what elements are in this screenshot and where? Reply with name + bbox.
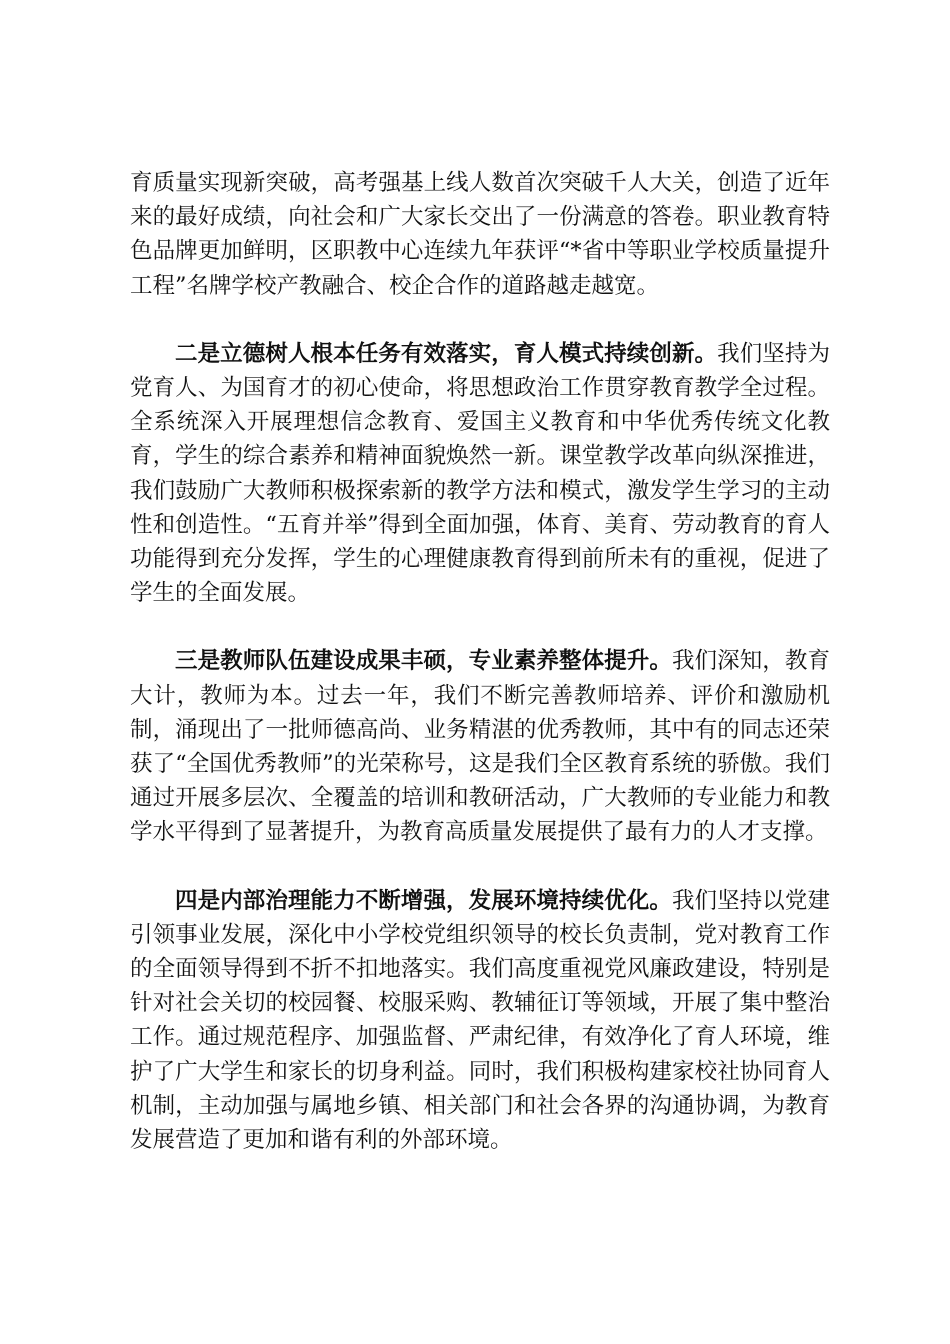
paragraph-4-text: 我们坚持以党建引领事业发展，深化中小学校党组织领导的校长负责制，党对教育工作的全面领导得到不折不扣地落实。我们高度重视党风廉政建设，特别是针对社会关切的校园餐、校服采购、教辅征订等领域，开展了集中整治工作。通过规范程序、加强监督、严肃纪律，有效净化了育人环境，维护了广大学生和家长的切身利益。同时，我们积极构建家校社协同育人机制，主动加强与属地乡镇、相关部门和社会各界的沟通协调，为教育发展营造了更加和谐有利的外部环境。 [130, 887, 830, 1154]
document-body [130, 166, 830, 1191]
paragraph-1 [130, 166, 830, 303]
paragraph-4-heading: 四是内部治理能力不断增强，发展环境持续优化。 [175, 887, 672, 914]
paragraph-2-text: 我们坚持为党育人、为国育才的初心使命，将思想政治工作贯穿教育教学全过程。全系统深入开展理想信念教育、爱国主义教育和中华优秀传统文化教育，学生的综合素养和精神面貌焕然一新。课堂教学改革向纵深推进，我们鼓励广大教师积极探索新的教学方法和模式，激发学生学习的主动性和创造性。“五育并举”得到全面加强，体育、美育、劳动教育的育人功能得到充分发挥，学生的心理健康教育得到前所未有的重视，促进了学生的全面发展。 [130, 340, 830, 607]
paragraph-3-text: 我们深知，教育大计，教师为本。过去一年，我们不断完善教师培养、评价和激励机制，涌现出了一批师德高尚、业务精湛的优秀教师，其中有的同志还荣获了“全国优秀教师”的光荣称号，这是我们全区教育系统的骄傲。我们通过开展多层次、全覆盖的培训和教研活动，广大教师的专业能力和教学水平得到了显著提升，为教育高质量发展提供了最有力的人才支撑。 [130, 648, 830, 846]
paragraph-2-heading: 二是立德树人根本任务有效落实，育人模式持续创新。 [175, 340, 718, 367]
paragraph-4 [130, 884, 830, 1158]
paragraph-3-heading: 三是教师队伍建设成果丰硕，专业素养整体提升。 [175, 648, 672, 675]
paragraph-3 [130, 644, 830, 849]
paragraph-2 [130, 337, 830, 611]
paragraph-1-text: 育质量实现新突破，高考强基上线人数首次突破千人大关，创造了近年来的最好成绩，向社会和广大家长交出了一份满意的答卷。职业教育特色品牌更加鲜明，区职教中心连续九年获评“*省中等职业学校质量提升工程”名牌学校产教融合、校企合作的道路越走越宽。 [130, 170, 830, 299]
